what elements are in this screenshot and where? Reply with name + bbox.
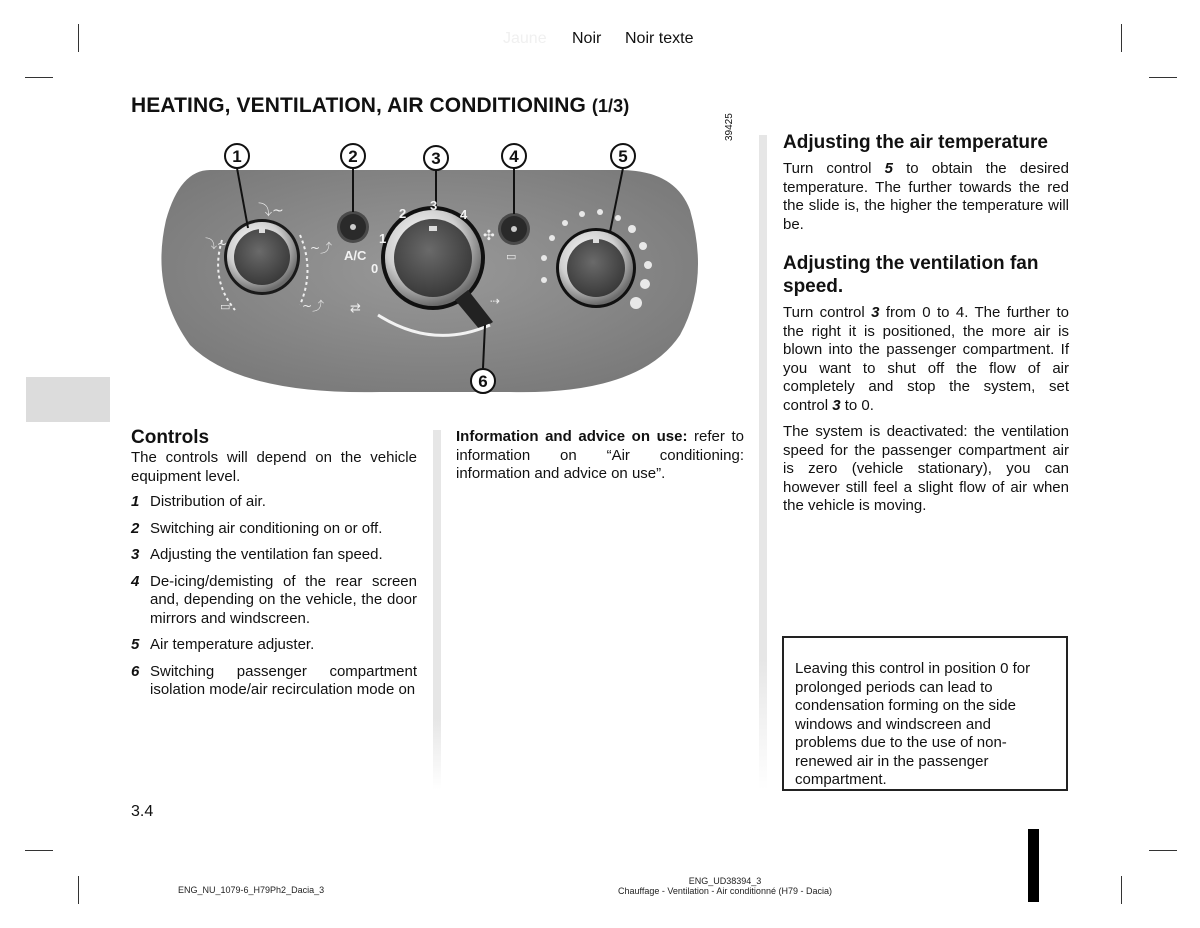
list-item [131, 636, 417, 655]
defrost-icon: ▭ [220, 300, 231, 313]
list-item [131, 546, 417, 565]
text-run: Turn control [783, 160, 885, 177]
feet-airflow-icon: ⤵~ [258, 203, 284, 219]
callout-4: 4 [509, 147, 519, 166]
callout-3: 3 [431, 149, 441, 168]
crop-mark [78, 24, 79, 52]
info-lead: Information and advice on use: [456, 428, 688, 445]
fan-icon: ✣ [483, 228, 495, 244]
item-number: 2 [131, 519, 140, 537]
control-number: 3 [832, 396, 841, 414]
section-tab [26, 377, 110, 422]
fresh-air-icon: ⇢ [490, 294, 501, 308]
crop-mark [25, 850, 53, 851]
image-code: 39425 [724, 113, 735, 141]
page-title-part: (1/3) [591, 96, 630, 116]
fan-dial-0: 0 [371, 261, 379, 276]
item-number: 1 [131, 493, 140, 510]
controls-heading: Controls [131, 427, 210, 448]
windscreen-airflow-icon: ~⤴ [302, 299, 325, 313]
item-text: Switching air conditioning on or off. [150, 519, 383, 537]
item-text: De-icing/demisting of the rear screen and, depending on the vehicle, the door mirrors and windscreen. [150, 572, 417, 627]
crop-mark [1121, 24, 1122, 52]
crop-mark [1149, 850, 1177, 851]
text-run: from 0 to 4. The further to the right it is positioned, the more air is blown into the passenger compartment. If you want to shut off the flow of air completely and stop the system, set control [783, 304, 1069, 414]
column-separator [433, 430, 441, 790]
crop-mark [1149, 77, 1177, 78]
callout-6: 6 [478, 372, 488, 391]
fan-dial-2: 2 [399, 206, 407, 221]
crop-mark [25, 77, 53, 78]
fan-dial-1: 1 [379, 231, 387, 246]
item-text: Switching passenger compartment isolation mode/air recirculation mode on [150, 662, 417, 698]
recirculation-icon: ⇄ [350, 301, 361, 316]
fan-dial-3: 3 [430, 198, 438, 213]
controls-intro: The controls will depend on the vehicle equipment level. [131, 449, 417, 485]
controls-list [131, 493, 417, 700]
page-title-text: HEATING, VENTILATION, AIR CONDITIONING [131, 94, 586, 117]
control-panel-illustration [150, 140, 710, 400]
item-text: Adjusting the ventilation fan speed. [150, 546, 383, 563]
page-number: 3.4 [131, 803, 154, 820]
control-number: 3 [871, 304, 880, 321]
text-run: Turn control [783, 304, 872, 321]
callout-5: 5 [618, 147, 628, 166]
item-number: 6 [131, 662, 140, 680]
crop-mark [1121, 876, 1122, 904]
footer-center [560, 876, 890, 896]
list-item [131, 520, 417, 539]
callout-2: 2 [348, 147, 358, 166]
face-airflow-icon: ⤵~ [205, 237, 228, 251]
fan-paragraph-1 [783, 304, 1069, 415]
swatch-label-noir-texte: Noir texte [625, 30, 694, 47]
fan-paragraph-2: The system is deactivated: the ventilation speed for the passenger compartment air is zero (vehicle stationary), you can however still feel a slight flow of air when the vehicle is moving. [783, 423, 1069, 514]
text-run: to 0. [840, 396, 874, 414]
callout-1: 1 [232, 147, 242, 166]
footer-description: Chauffage - Ventilation - Air conditionné (H79 - Dacia) [618, 886, 832, 896]
control-number: 5 [884, 160, 893, 177]
text-run: to obtain the desired temperature. The further towards the red the slide is, the higher the temperature will be. [783, 160, 1069, 233]
footer-code: ENG_UD38394_3 [688, 876, 762, 886]
list-item [131, 493, 417, 512]
thumb-index-bar [1028, 829, 1039, 902]
rear-defrost-icon: ▭ [506, 250, 517, 263]
info-text: refer to information on “Air conditioning: information and advice on use”. [456, 428, 744, 482]
rear-defrost-button [498, 213, 530, 245]
ac-button [337, 211, 369, 243]
column-separator [759, 135, 767, 790]
controls-section [131, 427, 417, 708]
info-paragraph [456, 428, 744, 484]
item-text: Distribution of air. [150, 493, 266, 510]
item-text: Air temperature adjuster. [150, 636, 315, 653]
warning-text: Leaving this control in position 0 for prolonged periods can lead to condensation forming on the side windows and windscreen and problems due to the use of non-renewed air in the passenger compartment. [795, 660, 1031, 788]
swatch-label-noir: Noir [572, 30, 602, 47]
item-number: 3 [131, 546, 140, 563]
item-number: 4 [131, 572, 140, 590]
windscreen-airflow-icon: ~⤴ [310, 241, 333, 255]
fan-heading: Adjusting the ventilation fan speed. [783, 253, 1039, 297]
temperature-paragraph [783, 160, 1069, 234]
list-item [131, 663, 417, 700]
swatch-label-jaune: Jaune [503, 30, 547, 47]
footer-left: ENG_NU_1079-6_H79Ph2_Dacia_3 [178, 885, 325, 895]
fan-dial-4: 4 [460, 207, 468, 222]
list-item [131, 573, 417, 629]
right-column [783, 132, 1069, 516]
temperature-heading: Adjusting the air temperature [783, 132, 1048, 153]
crop-mark [78, 876, 79, 904]
item-number: 5 [131, 636, 140, 653]
temperature-knob [556, 228, 636, 308]
distribution-knob [224, 219, 300, 295]
page-title [131, 94, 629, 118]
ac-label: A/C [344, 248, 367, 263]
warning-box [782, 636, 1068, 791]
